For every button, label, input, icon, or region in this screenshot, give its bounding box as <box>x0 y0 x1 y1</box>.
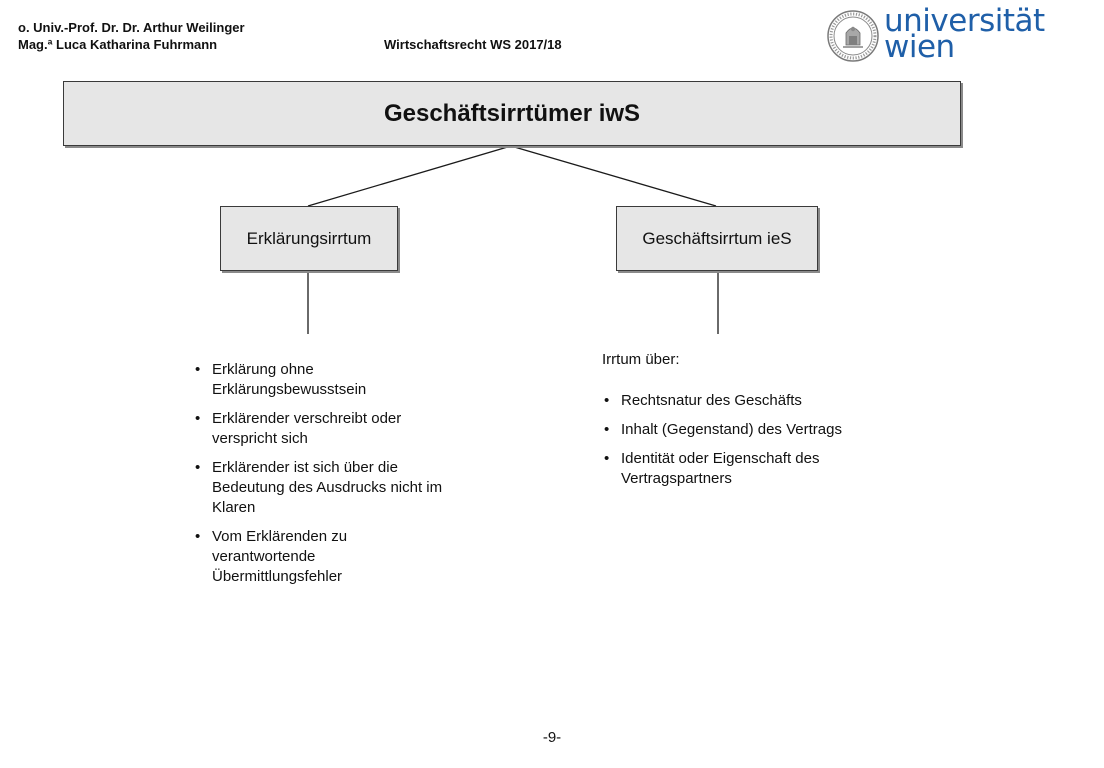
author-block <box>18 19 245 53</box>
left-node-box: Erklärungsirrtum <box>220 206 398 271</box>
left-list-item: • Vom Erklärenden zu verantwortende Übermittlungsfehler <box>193 527 443 587</box>
right-list-intro: Irrtum über: <box>602 351 680 368</box>
connector-root-to-right <box>511 146 716 206</box>
university-logo <box>826 3 1045 65</box>
left-list-item: • Erklärung ohne Erklärungsbewusstsein <box>193 360 443 400</box>
logo-line-2: wien <box>884 29 955 65</box>
left-bullet-list <box>193 360 443 596</box>
left-list-item: • Erklärender verschreibt oder verspricht sich <box>193 409 443 449</box>
right-list-item: • Inhalt (Gegenstand) des Vertrags <box>602 420 852 440</box>
author-line-2: Mag.ª Luca Katharina Fuhrmann <box>18 37 218 52</box>
left-list-item: • Erklärender ist sich über die Bedeutung des Ausdrucks nicht im Klaren <box>193 458 443 518</box>
right-bullet-list <box>602 391 852 498</box>
right-list-item: • Identität oder Eigenschaft des Vertragspartners <box>602 449 852 489</box>
page-number: -9- <box>542 729 562 746</box>
logo-wordmark <box>884 3 1045 65</box>
right-list-item: • Rechtsnatur des Geschäfts <box>602 391 852 411</box>
author-line-1: o. Univ.-Prof. Dr. Dr. Arthur Weilinger <box>18 20 245 35</box>
root-node-box: Geschäftsirrtümer iwS <box>63 81 961 146</box>
university-seal-icon <box>826 9 880 63</box>
course-title: Wirtschaftsrecht WS 2017/18 <box>384 37 562 52</box>
right-node-box: Geschäftsirrtum ieS <box>616 206 818 271</box>
connector-root-to-left <box>308 146 511 206</box>
logo-line-1: universität <box>884 3 1045 39</box>
